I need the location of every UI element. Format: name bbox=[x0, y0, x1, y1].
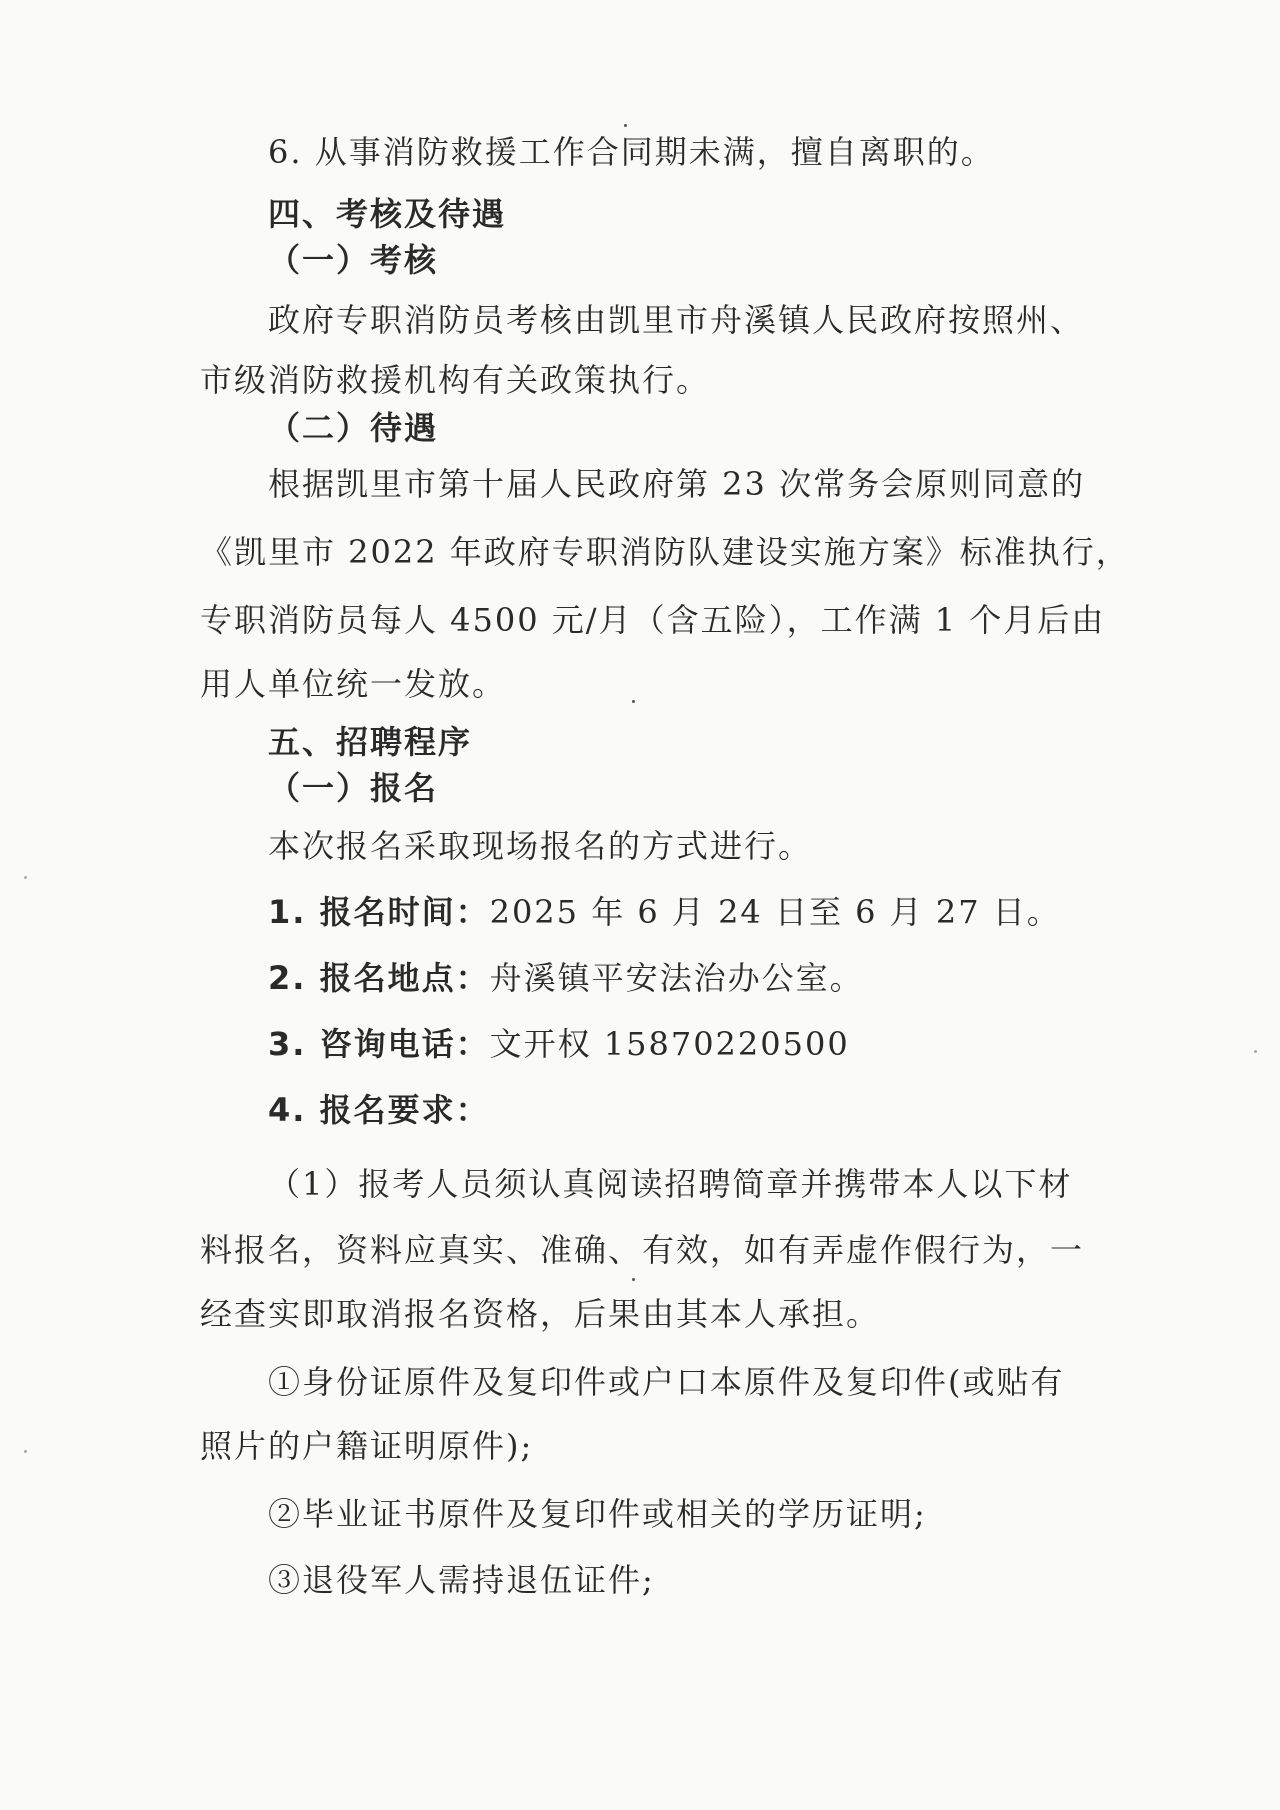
item-6-text: 6. 从事消防救援工作合同期未满，擅自离职的。 bbox=[268, 133, 995, 171]
consult-phone-value: 文开权 15870220500 bbox=[489, 1025, 850, 1063]
scan-speck bbox=[632, 1278, 635, 1281]
assessment-para-line-1: 政府专职消防员考核由凯里市舟溪镇人民政府按照州、 bbox=[268, 301, 1085, 339]
subsection-registration-heading: （一）报名 bbox=[268, 769, 439, 807]
subsection-assessment-heading: （一）考核 bbox=[268, 241, 439, 279]
material-1-line-2: 照片的户籍证明原件); bbox=[200, 1427, 534, 1465]
subsection-treatment-heading: （二）待遇 bbox=[268, 409, 439, 447]
treatment-para-line-4: 用人单位统一发放。 bbox=[200, 665, 507, 703]
reg-place-value: 舟溪镇平安法治办公室。 bbox=[489, 959, 864, 997]
consult-phone-line bbox=[268, 1024, 850, 1064]
material-1-line-1: ①身份证原件及复印件或户口本原件及复印件(或贴有 bbox=[268, 1363, 1065, 1401]
assessment-para-line-2: 市级消防救援机构有关政策执行。 bbox=[200, 361, 711, 399]
scan-speck bbox=[24, 1450, 27, 1453]
treatment-para-line-2: 《凯里市 2022 年政府专职消防队建设实施方案》标准执行， bbox=[200, 533, 1130, 571]
material-2-line: ②毕业证书原件及复印件或相关的学历证明; bbox=[268, 1495, 927, 1533]
reg-time-label: 1. 报名时间： bbox=[268, 893, 490, 931]
reg-place-line bbox=[268, 958, 864, 998]
consult-phone-label: 3. 咨询电话： bbox=[268, 1025, 490, 1063]
requirement-1-line-2: 料报名，资料应真实、准确、有效，如有弄虚作假行为，一 bbox=[200, 1231, 1085, 1269]
section-4-heading: 四、考核及待遇 bbox=[268, 195, 507, 233]
scan-speck bbox=[624, 124, 627, 127]
requirement-1-line-3: 经查实即取消报名资格，后果由其本人承担。 bbox=[200, 1295, 881, 1333]
material-3-line: ③退役军人需持退伍证件; bbox=[268, 1561, 655, 1599]
reg-time-value: 2025 年 6 月 24 日至 6 月 27 日。 bbox=[489, 893, 1061, 931]
reg-requirements-line bbox=[268, 1090, 490, 1130]
treatment-para-line-1: 根据凯里市第十届人民政府第 23 次常务会原则同意的 bbox=[268, 465, 1086, 503]
scan-speck bbox=[632, 700, 635, 703]
reg-requirements-label: 4. 报名要求： bbox=[268, 1091, 490, 1129]
reg-place-label: 2. 报名地点： bbox=[268, 959, 490, 997]
scan-speck bbox=[24, 876, 27, 879]
registration-intro: 本次报名采取现场报名的方式进行。 bbox=[268, 827, 813, 865]
reg-time-line bbox=[268, 892, 1061, 932]
scan-speck bbox=[1254, 1050, 1257, 1053]
requirement-1-line-1: （1）报考人员须认真阅读招聘简章并携带本人以下材 bbox=[268, 1165, 1073, 1203]
section-5-heading: 五、招聘程序 bbox=[268, 723, 473, 761]
treatment-para-line-3: 专职消防员每人 4500 元/月（含五险），工作满 1 个月后由 bbox=[200, 601, 1106, 639]
